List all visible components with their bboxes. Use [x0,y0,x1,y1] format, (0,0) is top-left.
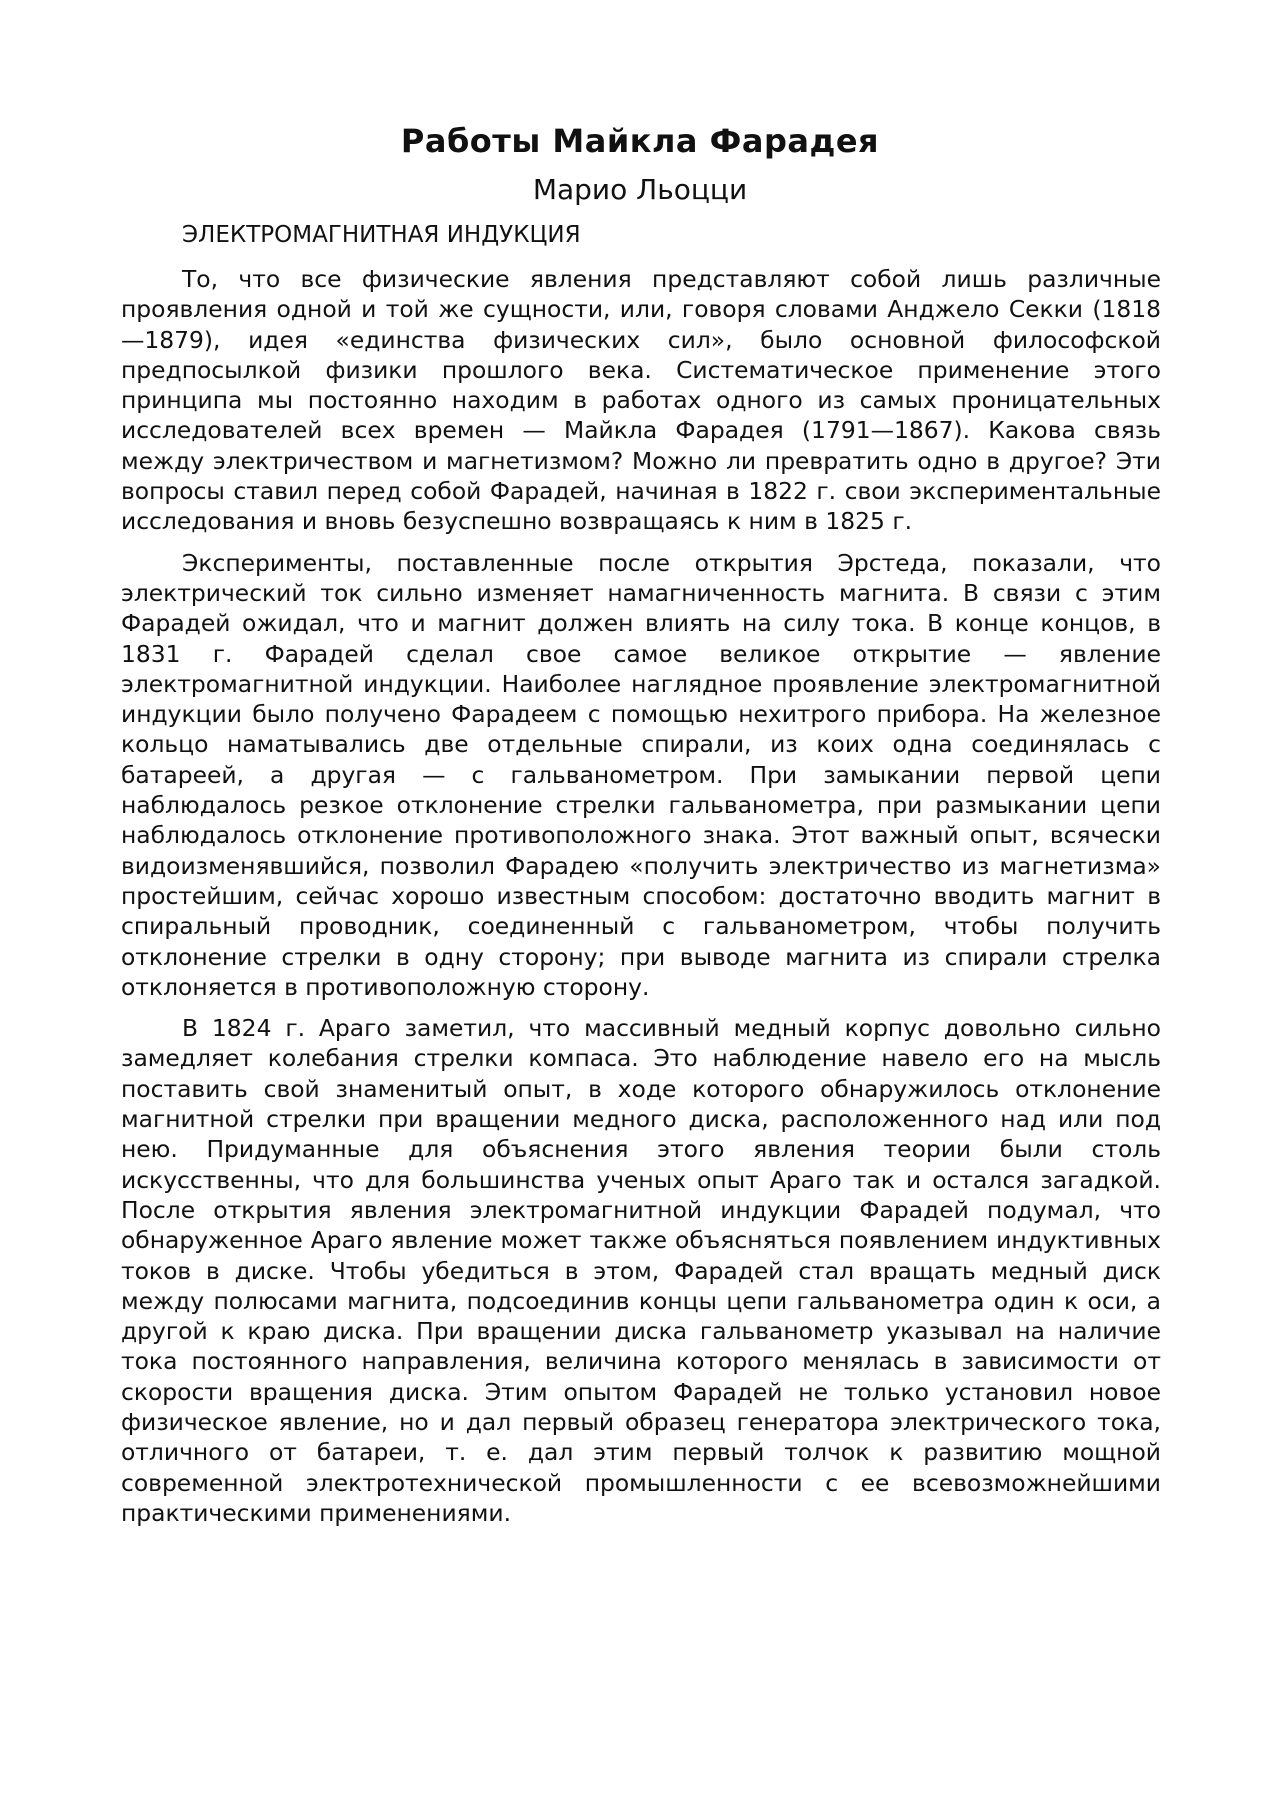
paragraph: То, что все физические явления представляют собой лишь различные проявления одной и той же сущности, или, говоря словами Анджело Секки (1818—1879), идея «единства физических сил», было основной философской предпосылкой физики прошлого века. Систематическое применение этого принципа мы постоянно находим в работах одного из самых проницательных исследователей всех времен — Майкла Фарадея (1791—1867). Какова связь между электричеством и магнетизмом? Можно ли превратить одно в другое? Эти вопросы ставил перед собой Фарадей, начиная в 1822 г. свои экспериментальные исследования и вновь безуспешно возвращаясь к ним в 1825 г. [121,265,1161,536]
section-heading: ЭЛЕКТРОМАГНИТНАЯ ИНДУКЦИЯ [182,222,581,248]
document-author: Марио Льоцци [532,173,748,206]
document-body [121,264,1161,1539]
paragraph: Эксперименты, поставленные после открытия Эрстеда, показали, что электрический ток сильно изменяет намагниченность магнита. В связи с этим Фарадей ожидал, что и магнит должен влиять на силу тока. В конце концов, в 1831 г. Фарадей сделал свое самое великое открытие — явление электромагнитной индукции. Наиболее наглядное проявление электромагнитной индукции было получено Фарадеем с помощью нехитрого прибора. На железное кольцо наматывались две отдельные спирали, из коих одна соединялась с батареей, а другая — с гальванометром. При замыкании первой цепи наблюдалось резкое отклонение стрелки гальванометра, при размыкании цепи наблюдалось отклонение противоположного знака. Этот важный опыт, всячески видоизменявшийся, позволил Фарадею «получить электричество из магнетизма» простейшим, сейчас хорошо известным способом: достаточно вводить магнит в спиральный проводник, соединенный с гальванометром, чтобы получить отклонение стрелки в одну сторону; при выводе магнита из спирали стрелка отклоняется в противоположную сторону. [121,548,1161,1001]
paragraph: В 1824 г. Араго заметил, что массивный медный корпус довольно сильно замедляет колебания стрелки компаса. Это наблюдение навело его на мысль поставить свой знаменитый опыт, в ходе которого обнаружилось отклонение магнитной стрелки при вращении медного диска, расположенного над или под нею. Придуманные для объяснения этого явления теории были столь искусственны, что для большинства ученых опыт Араго так и остался загадкой. После открытия явления электромагнитной индукции Фарадей подумал, что обнаруженное Араго явление может также объясняться появлением индуктивных токов в диске. Чтобы убедиться в этом, Фарадей стал вращать медный диск между полюсами магнита, подсоединив концы цепи гальванометра один к оси, а другой к краю диска. При вращении диска гальванометр указывал на наличие тока постоянного направления, величина которого менялась в зависимости от скорости вращения диска. Этим опытом Фарадей не только установил новое физическое явление, но и дал первый образец генератора электрического тока, отличного от батареи, т. е. дал этим первый толчок к развитию мощной современной электротехнической промышленности с ее всевозможнейшими практическими применениями. [121,1014,1161,1527]
document-title: Работы Майкла Фарадея [400,122,880,160]
